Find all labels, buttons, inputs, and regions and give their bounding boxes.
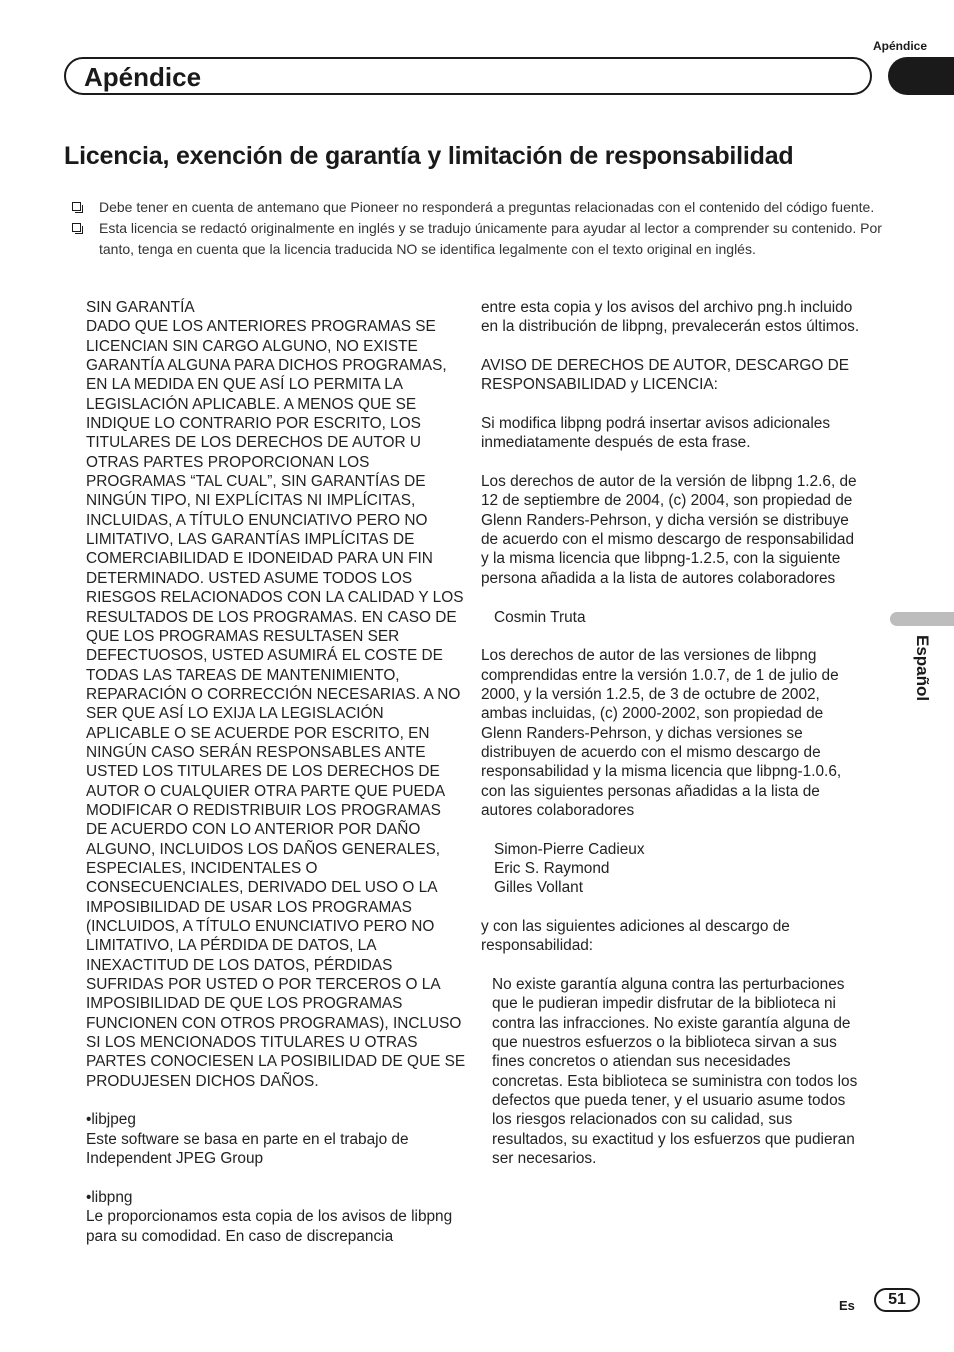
language-label-text: Español bbox=[913, 635, 932, 702]
section-header bbox=[64, 57, 872, 95]
paragraph-spacer bbox=[481, 588, 861, 607]
paragraph-spacer bbox=[481, 627, 861, 646]
paragraph-spacer bbox=[86, 1091, 466, 1110]
warranty-heading: SIN GARANTÍA bbox=[86, 299, 195, 316]
note-item bbox=[72, 197, 888, 218]
right-column bbox=[481, 298, 861, 1168]
section-title: Apéndice bbox=[84, 62, 202, 92]
disclaimer-text: No existe garantía alguna contra las perturbaciones que le pudieran impedir disfrutar de la biblioteca ni contra las infracciones. No existe garantía alguna de que nuestros esfuerzos o la biblioteca sirvan a sus fines concretos o atiendan sus necesidades concretas. Esta biblioteca se suministra con todos los defectos que pueda tener, y el usuario asume todos los riesgos relacionados con su calidad, sus resultados, su exactitud y los esfuerzos que pudieran ser necesarios. bbox=[492, 976, 858, 1168]
section-tab-marker bbox=[888, 57, 954, 95]
paragraph-spacer bbox=[481, 395, 861, 414]
language-side-label bbox=[912, 635, 932, 725]
paragraph-spacer bbox=[481, 820, 861, 839]
libpng-heading: •libpng bbox=[86, 1188, 133, 1206]
paragraph-spacer bbox=[481, 898, 861, 917]
page-number: 51 bbox=[874, 1288, 920, 1312]
paragraph-spacer bbox=[481, 956, 861, 975]
contributor-name: Eric S. Raymond bbox=[494, 859, 610, 877]
paragraph-spacer bbox=[481, 453, 861, 472]
contributor-name: Gilles Vollant bbox=[494, 879, 583, 897]
checkbox-bullet-icon bbox=[72, 202, 81, 211]
copyright-107: Los derechos de autor de las versiones de libpng comprendidas entre la versión 1.0.7, de 1 de julio de 2000, y la versión 1.2.5, de 3 de octubre de 2002, ambas incluidas, (c) 2000-2002, son propiedad de Glenn Randers-Pehrson, y dichas versiones se distribuyen de acuerdo con el mismo descargo de responsabilidad y la misma licencia que libpng-1.0.6, con las siguientes personas añadidas a la lista de autores colaboradores bbox=[481, 647, 842, 819]
modify-text: Si modifica libpng podrá insertar avisos adicionales inmediatamente después de esta frase. bbox=[481, 415, 831, 452]
note-text: Debe tener en cuenta de antemano que Pioneer no responderá a preguntas relacionadas con el contenido del código fuente. bbox=[99, 199, 875, 215]
notes-list bbox=[72, 197, 888, 260]
contributor-name: Cosmin Truta bbox=[494, 608, 586, 626]
libjpeg-heading: •libjpeg bbox=[86, 1111, 136, 1129]
notice-heading: AVISO DE DERECHOS DE AUTOR, DESCARGO DE RESPONSABILIDAD y LICENCIA: bbox=[481, 357, 850, 394]
footer-language-code: Es bbox=[839, 1298, 855, 1313]
language-tab-marker bbox=[890, 612, 954, 626]
running-header: Apéndice bbox=[872, 39, 927, 53]
additions-intro: y con las siguientes adiciones al descargo de responsabilidad: bbox=[481, 918, 790, 955]
paragraph-spacer bbox=[86, 1168, 466, 1187]
libpng-text: Le proporcionamos esta copia de los avisos de libpng para su comodidad. En caso de discrepancia bbox=[86, 1208, 453, 1245]
paragraph-spacer bbox=[481, 337, 861, 356]
warranty-text: DADO QUE LOS ANTERIORES PROGRAMAS SE LICENCIAN SIN CARGO ALGUNO, NO EXISTE GARANTÍA ALGUNA PARA DICHOS PROGRAMAS, EN LA MEDIDA EN QUE ASÍ LO PERMITA LA LEGISLACIÓN APLICABLE. A MENOS QUE SE INDIQUE LO CONTRARIO POR ESCRITO, LOS TITULARES DE LOS DERECHOS DE AUTOR U OTRAS PARTES PROPORCIONAN LOS PROGRAMAS “TAL CUAL”, SIN GARANTÍAS DE NINGÚN TIPO, NI EXPLÍCITAS NI IMPLÍCITAS, INCLUIDAS, A TÍTULO ENUNCIATIVO PERO NO LIMITATIVO, LAS GARANTÍAS IMPLÍCITAS DE COMERCIABILIDAD E IDONEIDAD PARA UN FIN DETERMINADO. USTED ASUME TODOS LOS RIESGOS RELACIONADOS CON LA CALIDAD Y LOS RESULTADOS DE LOS PROGRAMAS. EN CASO DE QUE LOS PROGRAMAS RESULTASEN SER DEFECTUOSOS, USTED ASUMIRÁ EL COSTE DE TODAS LAS TAREAS DE MANTENIMIENTO, REPARACIÓN O CORRECCIÓN NECESARIAS. A NO SER QUE ASÍ LO EXIJA LA LEGISLACIÓN APLICABLE O SE ACUERDE POR ESCRITO, EN NINGÚN CASO SERÁN RESPONSABLES ANTE USTED LOS TITULARES DE LOS DERECHOS DE AUTOR O CUALQUIER OTRA PARTE QUE PUEDA MODIFICAR O REDISTRIBUIR LOS PROGRAMAS DE ACUERDO CON LO ANTERIOR POR DAÑO ALGUNO, INCLUIDOS LOS DAÑOS GENERALES, ESPECIALES, INCIDENTALES O CONSECUENCIALES, DERIVADO DEL USO O LA IMPOSIBILIDAD DE USAR LOS PROGRAMAS (INCLUIDOS, A TÍTULO ENUNCIATIVO PERO NO LIMITATIVO, LA PÉRDIDA DE DATOS, LA INEXACTITUD DE LOS DATOS, PÉRDIDAS SUFRIDAS POR USTED O POR TERCEROS O LA IMPOSIBILIDAD DE QUE LOS PROGRAMAS FUNCIONEN CON OTROS PROGRAMAS), INCLUSO SI LOS MENCIONADOS TITULARES U OTRAS PARTES CONOCIESEN LA POSIBILIDAD DE QUE SE PRODUJESEN DICHOS DAÑOS. bbox=[86, 318, 466, 1090]
checkbox-bullet-icon bbox=[72, 223, 81, 232]
contributor-name: Simon-Pierre Cadieux bbox=[494, 840, 645, 858]
note-text: Esta licencia se redactó originalmente en inglés y se tradujo únicamente para ayudar al lector a comprender su contenido. Por tanto, tenga en cuenta que la licencia traducida NO se identifica legalmente con el texto original en inglés. bbox=[99, 220, 882, 257]
left-column bbox=[86, 298, 466, 1246]
note-item bbox=[72, 218, 888, 260]
copyright-126: Los derechos de autor de la versión de libpng 1.2.6, de 12 de septiembre de 2004, (c) 2004, son propiedad de Glenn Randers-Pehrson, y dicha versión se distribuye de acuerdo con el mismo descargo de responsabilidad y la misma licencia que libpng-1.2.5, con la siguiente persona añadida a la lista de autores colaboradores bbox=[481, 473, 857, 587]
libpng-continued: entre esta copia y los avisos del archivo png.h incluido en la distribución de libpng, prevalecerán estos últimos. bbox=[481, 299, 860, 336]
page-title: Licencia, exención de garantía y limitación de responsabilidad bbox=[64, 142, 794, 170]
libjpeg-text: Este software se basa en parte en el trabajo de Independent JPEG Group bbox=[86, 1130, 409, 1168]
